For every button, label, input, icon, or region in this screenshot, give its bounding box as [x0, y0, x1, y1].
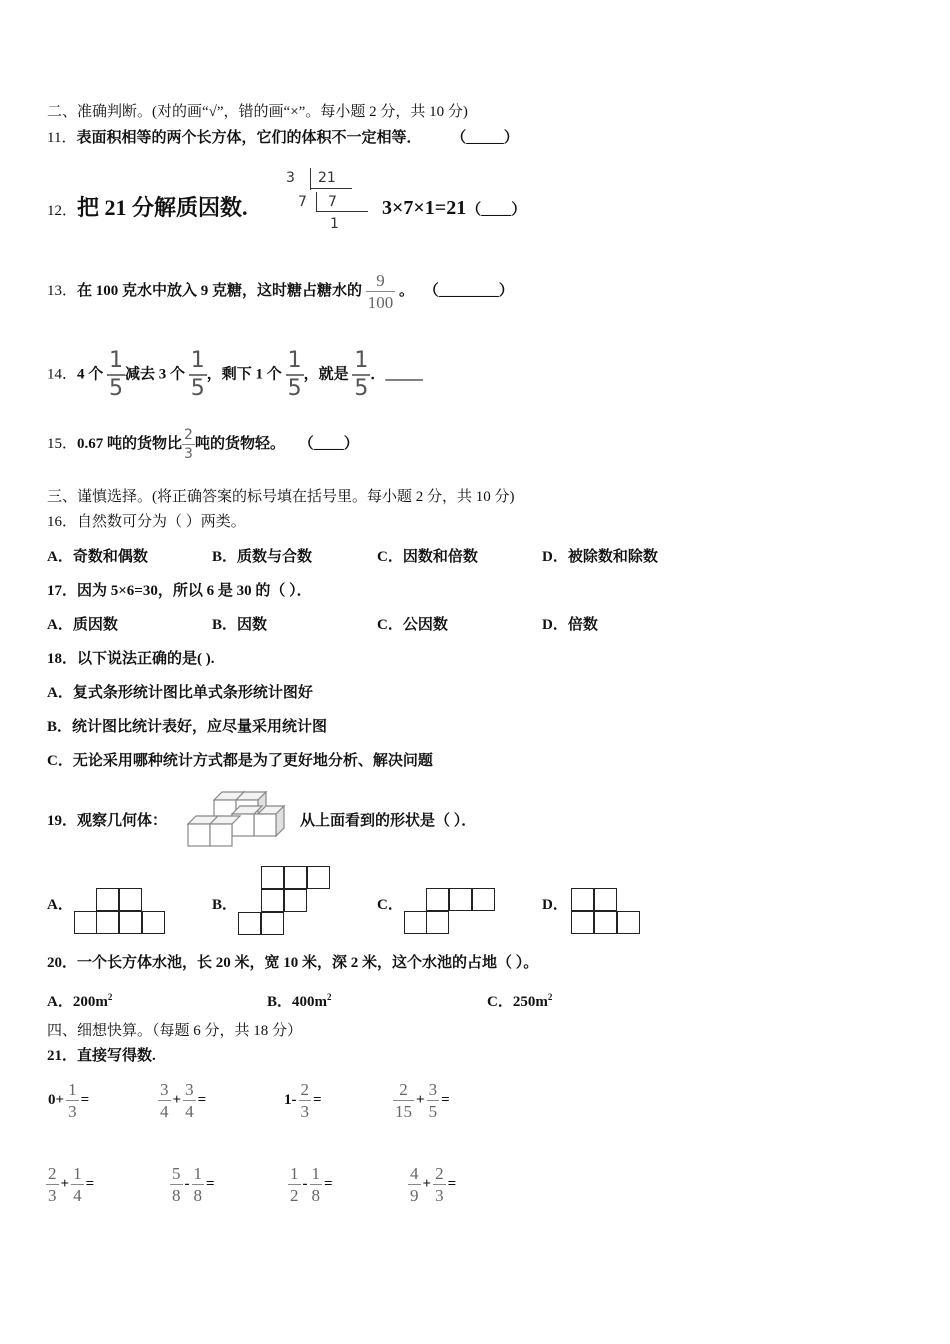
division-bar-1 — [310, 168, 311, 190]
q14-e[interactable]: ．_____ — [370, 366, 423, 383]
q21-stem: 21．直接写得数. — [47, 1048, 156, 1064]
dividend-21: 21 — [318, 170, 336, 186]
q13-blank[interactable]: （________） — [423, 282, 514, 299]
q11-blank[interactable]: （_____） — [451, 130, 519, 146]
calc-2-1: $\frac{2}{3}$ + $\frac{1}{4}$ = — [48, 1164, 95, 1205]
q18-option-c[interactable]: C．无论采用哪种统计方式都是为了更好地分析、解决问题 — [47, 753, 433, 769]
q20-option-a[interactable]: A．$200m^2$ — [47, 992, 113, 1010]
q17-option-d[interactable]: D．倍数 — [542, 617, 598, 633]
question-11 — [47, 128, 519, 148]
q17-option-b[interactable]: B．因数 — [212, 617, 268, 633]
q12-eq: 3×7×1=21 — [382, 197, 467, 219]
calc-1-3: 1- $\frac{2}{3}$ = — [284, 1080, 322, 1121]
section-4-heading: 四、细想快算。（每题 6 分，共 18 分） — [47, 1023, 303, 1039]
fraction-2-3: $\frac{2}{3}$ — [184, 427, 193, 462]
division-line-2 — [316, 211, 368, 212]
fraction-1-5-d: $\frac{1}{5}$ — [354, 348, 369, 401]
q16-option-a[interactable]: A．奇数和偶数 — [47, 549, 148, 565]
q20-option-c[interactable]: C．$250m^2$ — [487, 992, 553, 1010]
q18-option-b[interactable]: B．统计图比统计表好，应尽量采用统计图 — [47, 719, 328, 735]
q14-d: ，就是 — [303, 366, 349, 383]
section-3-heading: 三、谨慎选择。(将正确答案的标号填在括号里。每小题 2 分，共 10 分) — [47, 489, 515, 505]
q13-end: 。 — [399, 282, 415, 299]
q16-option-d[interactable]: D．被除数和除数 — [542, 549, 658, 565]
q11-text: 表面积相等的两个长方体，它们的体积不一定相等． — [76, 130, 422, 146]
short-division-diagram — [282, 166, 372, 234]
question-15 — [47, 428, 359, 461]
q16-stem: 16．自然数可分为（ ）两类。 — [47, 514, 246, 530]
divisor-7: 7 — [298, 194, 307, 210]
q12-equation — [382, 198, 526, 220]
q20-stem: 20．一个长方体水池，长 20 米，宽 10 米，深 2 米，这个水池的占地（ ）。 — [47, 955, 539, 971]
section-2-heading: 二、准确判断。(对的画“√”，错的画“×”。每小题 2 分，共 10 分) — [47, 104, 468, 120]
q14-b: 减去 3 个 — [125, 366, 186, 383]
q15-blank[interactable]: （____） — [298, 435, 359, 452]
division-bar-2 — [316, 192, 317, 212]
calc-2-2: $\frac{5}{8}$ - $\frac{1}{8}$ = — [172, 1164, 215, 1205]
q15-num: 15． — [47, 435, 78, 452]
q19-option-a-label[interactable]: A． — [47, 897, 73, 913]
q14-c: ，剩下 1 个 — [206, 366, 282, 383]
fraction-1-5-c: $\frac{1}{5}$ — [287, 348, 302, 401]
q16-option-b[interactable]: B．质数与合数 — [212, 549, 313, 565]
q12-blank[interactable]: （____） — [466, 202, 527, 218]
q19-stem-a: 19．观察几何体： — [47, 813, 168, 829]
fraction-1-5-b: $\frac{1}{5}$ — [190, 348, 205, 401]
q17-option-c[interactable]: C．公因数 — [377, 617, 448, 633]
calc-1-4: $\frac{2}{15}$ + $\frac{3}{5}$ = — [395, 1080, 450, 1121]
calc-1-2: $\frac{3}{4}$ + $\frac{3}{4}$ = — [160, 1080, 207, 1121]
q17-option-a[interactable]: A．质因数 — [47, 617, 118, 633]
cube-solid-figure — [184, 786, 286, 848]
question-12 — [47, 195, 248, 221]
q18-option-a[interactable]: A．复式条形统计图比单式条形统计图好 — [47, 685, 313, 701]
q13-num: 13． — [47, 282, 78, 299]
q20-option-b[interactable]: B．$400m^2$ — [267, 992, 332, 1010]
q14-a: 4 个 — [77, 366, 104, 383]
calc-2-4: $\frac{4}{9}$ + $\frac{2}{3}$ = — [410, 1164, 457, 1205]
quotient-1: 1 — [330, 216, 339, 232]
q14-num: 14． — [47, 366, 78, 383]
question-14 — [47, 350, 423, 400]
q16-option-c[interactable]: C．因数和倍数 — [377, 549, 478, 565]
q12-num: 12． — [47, 203, 78, 219]
q19-option-c-label[interactable]: C． — [377, 897, 403, 913]
q15-b: 吨的货物轻。 — [194, 435, 285, 452]
calc-2-3: $\frac{1}{2}$ - $\frac{1}{8}$ = — [290, 1164, 333, 1205]
q19-option-d-label[interactable]: D． — [542, 897, 568, 913]
divisor-3: 3 — [286, 170, 295, 186]
q11-num: 11． — [47, 130, 77, 146]
q19-stem-b: 从上面看到的形状是（ ）． — [300, 813, 477, 829]
quotient-7: 7 — [328, 194, 337, 210]
fraction-1-5-a: $\frac{1}{5}$ — [109, 348, 124, 401]
q15-a: 0.67 吨的货物比 — [77, 435, 183, 452]
q17-stem: 17．因为 5×6=30，所以 6 是 30 的（ ）． — [47, 583, 312, 599]
q19-option-b-label[interactable]: B． — [212, 897, 238, 913]
q12-text: 把 21 分解质因数. — [77, 195, 248, 220]
division-line-1 — [310, 188, 352, 189]
q13-text: 在 100 克水中放入 9 克糖，这时糖占糖水的 — [77, 282, 363, 299]
q18-stem: 18．以下说法正确的是( ). — [47, 651, 215, 667]
calc-1-1: 0+ $\frac{1}{3}$ = — [48, 1080, 90, 1121]
fraction-9-100: $\frac{9}{100}$ — [367, 271, 394, 312]
question-13 — [47, 272, 514, 311]
